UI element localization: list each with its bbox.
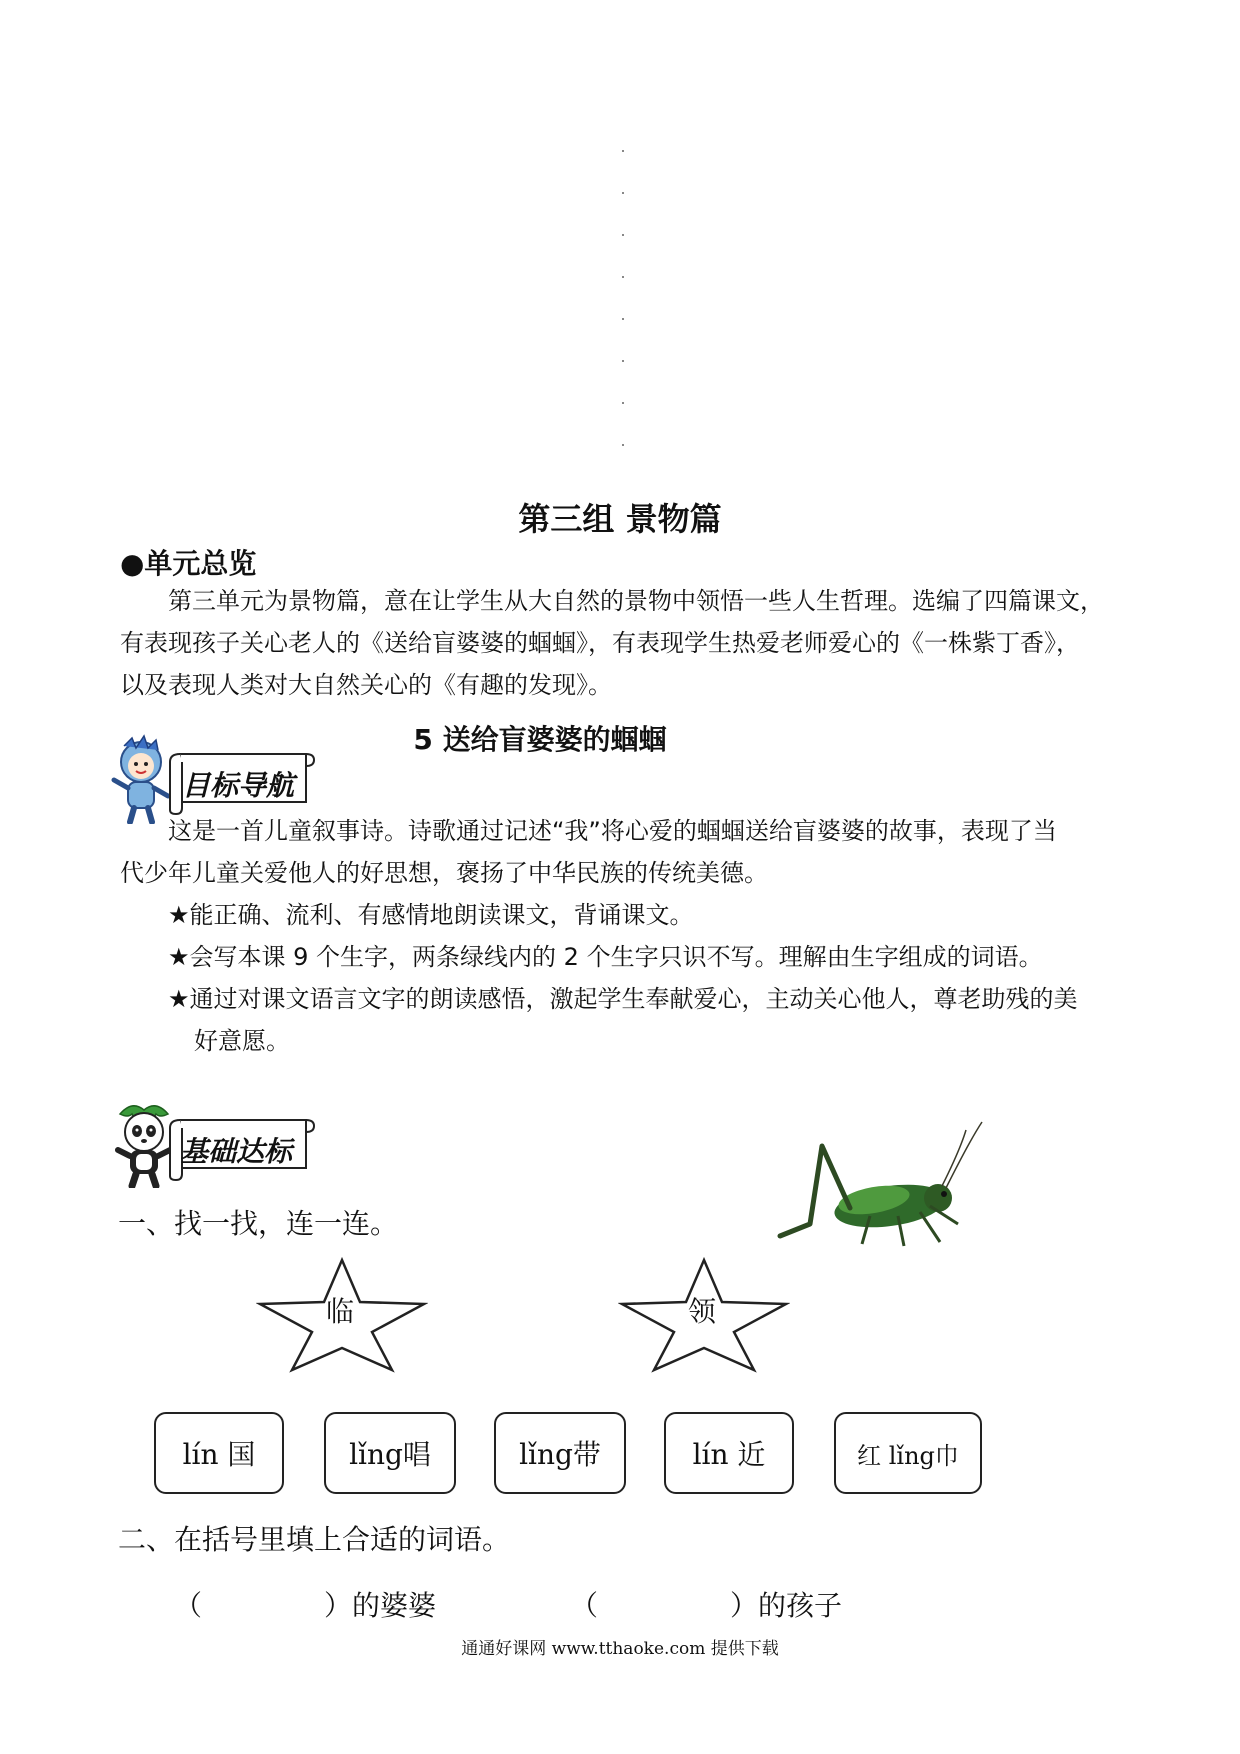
goals-banner-label: 目标导航 bbox=[182, 769, 295, 802]
lesson-title: 5 送给盲婆婆的蝈蝈 bbox=[413, 723, 667, 756]
star-character: 领 bbox=[688, 1295, 717, 1328]
page-dot bbox=[622, 318, 624, 320]
star-character: 临 bbox=[326, 1295, 355, 1328]
pinyin-option-box[interactable]: 红 lǐng巾 bbox=[834, 1412, 982, 1494]
blank-close-label: ）的婆婆 bbox=[324, 1589, 437, 1622]
overview-heading: ●单元总览 bbox=[120, 547, 257, 580]
goal-item: ★能正确、流利、有感情地朗读课文，背诵课文。 bbox=[168, 901, 694, 929]
pinyin-option-box[interactable]: lín 近 bbox=[664, 1412, 794, 1494]
page-dot bbox=[622, 234, 624, 236]
blank-open-paren: （ bbox=[570, 1589, 599, 1622]
page-dot bbox=[622, 276, 624, 278]
pinyin-option-box[interactable]: lín 国 bbox=[154, 1412, 284, 1494]
basics-banner-label: 基础达标 bbox=[180, 1135, 293, 1168]
goals-intro-line: 这是一首儿童叙事诗。诗歌通过记述“我”将心爱的蝈蝈送给盲婆婆的故事，表现了当 bbox=[168, 817, 1057, 845]
question-two: 二、在括号里填上合适的词语。 bbox=[118, 1523, 511, 1556]
question-one: 一、找一找，连一连。 bbox=[118, 1207, 399, 1240]
section-title: 第三组 景物篇 bbox=[518, 500, 722, 538]
overview-line: 以及表现人类对大自然关心的《有趣的发现》。 bbox=[120, 671, 612, 699]
pinyin-option-box[interactable]: lǐng带 bbox=[494, 1412, 626, 1494]
page-dot bbox=[622, 444, 624, 446]
goal-item: ★会写本课 9 个生字，两条绿线内的 2 个生字只识不写。理解由生字组成的词语。 bbox=[168, 943, 1043, 971]
blank-open-paren: （ bbox=[174, 1589, 203, 1622]
pinyin-option-box[interactable]: lǐng唱 bbox=[324, 1412, 456, 1494]
goals-intro-line: 代少年儿童关爱他人的好思想，褒扬了中华民族的传统美德。 bbox=[120, 859, 768, 887]
overview-line: 第三单元为景物篇，意在让学生从大自然的景物中领悟一些人生哲理。选编了四篇课文， bbox=[168, 587, 1104, 615]
page-dot bbox=[622, 192, 624, 194]
blank-close-label: ）的孩子 bbox=[730, 1589, 843, 1622]
blank-input-1[interactable] bbox=[214, 1584, 314, 1620]
cricket-icon bbox=[770, 1120, 1000, 1260]
footer-credit: 通通好课网 www.tthaoke.com 提供下载 bbox=[461, 1639, 779, 1659]
page-dot bbox=[622, 150, 624, 152]
goal-item: ★通过对课文语言文字的朗读感悟，激起学生奉献爱心，主动关心他人，尊老助残的美 bbox=[168, 985, 1078, 1013]
overview-line: 有表现孩子关心老人的《送给盲婆婆的蝈蝈》，有表现学生热爱老师爱心的《一株紫丁香》， bbox=[120, 629, 1080, 657]
page-dot bbox=[622, 360, 624, 362]
blank-input-2[interactable] bbox=[610, 1584, 720, 1620]
page-dot bbox=[622, 402, 624, 404]
goal-item-continued: 好意愿。 bbox=[194, 1027, 290, 1055]
